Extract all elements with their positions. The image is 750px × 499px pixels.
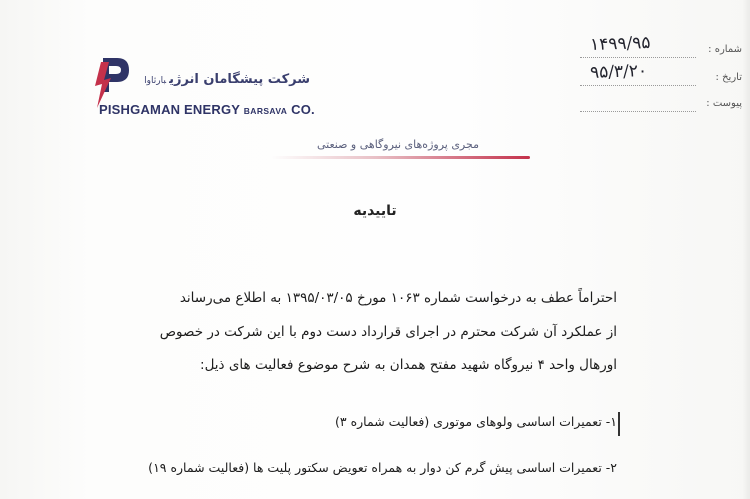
letter-date-value: ۹۵/۳/۲۰ [589,61,648,83]
letter-attachment-label: پیوست : [706,98,742,109]
letter-number-value: ۱۴۹۹/۹۵ [589,32,651,56]
letter-number-label: شماره : [708,44,742,55]
letter-date-field [572,61,742,90]
company-name-en: PISHGAMAN ENERGY BARSAVA CO. [99,102,315,117]
activity-item-1: ۱- تعمیرات اساسی ولوهای موتوری (فعالیت شماره ۳) [335,414,617,429]
page-edge-shadow [742,0,750,499]
header-accent-line [272,156,530,159]
letter-date-label: تاریخ : [715,72,742,83]
letter-number-field [572,32,742,62]
body-line-3: اورهال واحد ۴ نیروگاه شهید مفتح همدان به شرح موضوع فعالیت های ذیل: [200,357,617,373]
item-margin-bar [618,412,620,436]
body-line-2: از عملکرد آن شرکت محترم در اجرای قرارداد دست دوم با این شرکت در خصوص [159,324,617,340]
body-line-1: احتراماً عطف به درخواست شماره ۱۰۶۳ مورخ ۱۳۹۵/۰۳/۰۵ به اطلاع می‌رساند [179,290,617,306]
activity-item-2: ۲- تعمیرات اساسی پیش گرم کن دوار به همراه تعویض سکتور پلیت ها (فعالیت شماره ۱۹) [148,460,617,475]
document-title: تاییدیه [353,203,397,219]
company-name-fa: شرکت پیشگامان انرژیبارثاوا [144,72,310,87]
company-tagline: مجری پروژه‌های نیروگاهی و صنعتی [316,138,479,151]
letter-attachment-field [572,96,742,116]
